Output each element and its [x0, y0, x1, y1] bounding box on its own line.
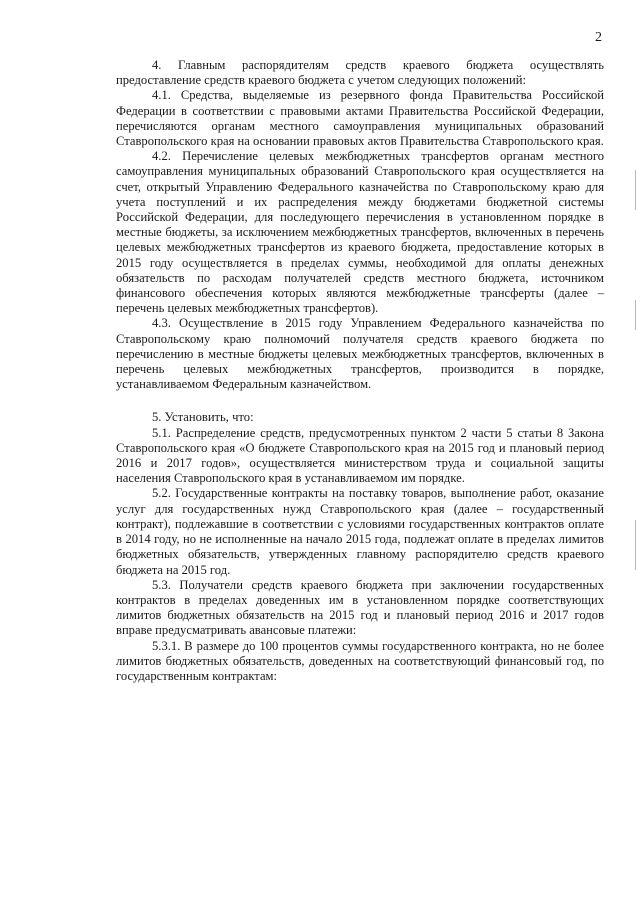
scan-edge-mark [635, 520, 636, 570]
paragraph-4: 4. Главным распорядителям средств краевого бюджета осуществлять предоставление средств краевого бюджета с учетом следующих положений: [116, 58, 604, 88]
paragraph-5: 5. Установить, что: [152, 410, 254, 425]
paragraph-5-3: 5.3. Получатели средств краевого бюджета при заключении государственных контрактов в пределах доведенных им в установленном порядке соответствующих лимитов бюджетных обязательств на 2015 год и плановый период 2016 и 2017 годов вправе предусматривать авансовые платежи: [116, 577, 604, 638]
section-gap [116, 392, 604, 410]
paragraph-4-3: 4.3. Осуществление в 2015 году Управлением Федерального казначейства по Ставропольскому краю полномочий получателя средств краевого бюджета по перечислению в местные бюджеты целевых межбюджетных трансфертов, включенных в перечень целевых межбюджетных трансфертов, производится в порядке, устанавливаемом Федеральным казначейством. [116, 316, 604, 392]
scan-edge-mark [635, 300, 636, 330]
paragraph-5-2: 5.2. Государственные контракты на поставку товаров, выполнение работ, оказание услуг для государственных нужд Ставропольского края (далее – государственный контракт), подлежавшие в соответствии с условиями государственных контрактов оплате в 2014 году, но не исполненные на начало 2015 года, подлежат оплате в пределах лимитов бюджетных обязательств, утвержденных главному распорядителю средств краевого бюджета на 2015 год. [116, 486, 604, 577]
scan-edge-mark [635, 170, 636, 210]
paragraph-5-1: 5.1. Распределение средств, предусмотренных пунктом 2 части 5 статьи 8 Закона Ставропольского края «О бюджете Ставропольского края на 2015 год и плановый период 2016 и 2017 годов», осуществляется министерством труда и социальной защиты населения Ставропольского края в устанавливаемом им порядке. [116, 425, 604, 486]
paragraph-4-2: 4.2. Перечисление целевых межбюджетных трансфертов органам местного самоуправления муниципальных образований Ставропольского края осуществляется на счет, открытый Управлению Федерального казначейства по Ставропольскому краю для учета поступлений и их распределения между бюджетами бюджетной системы Российской Федерации, для последующего перечисления в установленном порядке в местные бюджеты, за исключением межбюджетных трансфертов, включенных в перечень целевых межбюджетных трансфертов из краевого бюджета, предоставление которых в 2015 году осуществляется в пределах суммы, необходимой для оплаты денежных обязательств по расходам получателей средств местного бюджета, источником финансового обеспечения которых являются межбюджетные трансферты (далее – перечень целевых межбюджетных трансфертов). [116, 149, 604, 316]
paragraph-4-1: 4.1. Средства, выделяемые из резервного фонда Правительства Российской Федерации в соответствии с правовыми актами Правительства Российской Федерации, перечисляются органам местного самоуправления муниципальных образований Ставропольского края на основании правовых актов Правительства Ставропольского края. [116, 88, 604, 149]
page-number: 2 [595, 30, 602, 45]
paragraph-5-3-1: 5.3.1. В размере до 100 процентов суммы государственного контракта, но не более лимитов бюджетных обязательств, доведенных на соответствующий финансовый год, по государственным контрактам: [116, 638, 604, 683]
